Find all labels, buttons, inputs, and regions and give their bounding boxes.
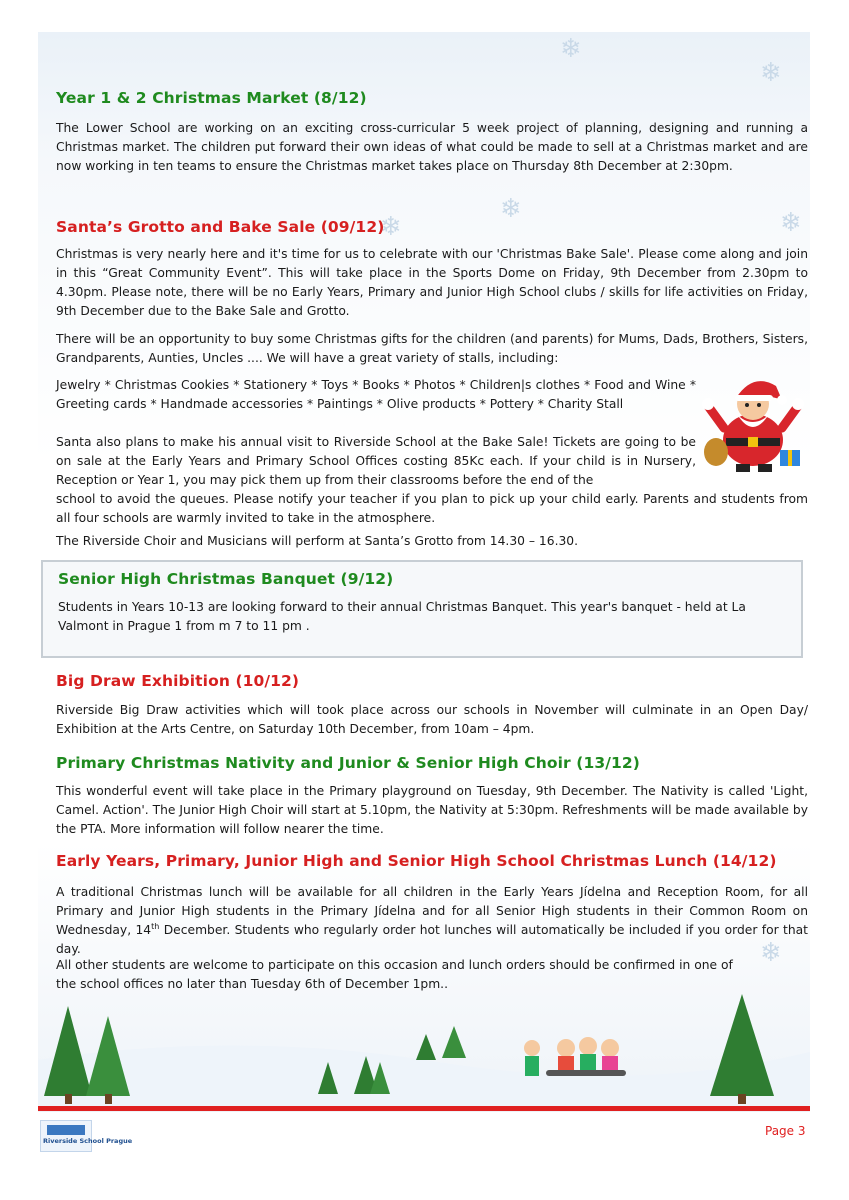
section-title-nativity: Primary Christmas Nativity and Junior & Senior High Choir (13/12) bbox=[56, 754, 640, 772]
snowflake-icon: ❄ bbox=[500, 194, 522, 224]
grotto-stalls-list: Jewelry * Christmas Cookies * Stationery * Toys * Books * Photos * Children|s clothes * Food and Wine * Greeting cards * Handmade accessories * Paintings * Olive products * Pottery * Charity Stall bbox=[56, 378, 696, 411]
section-body-nativity: This wonderful event will take place in the Primary playground on Tuesday, 9th December. The Nativity is called 'Light, Camel. Action'. The Junior High Choir will start at 5.10pm, the Nativity at 5:30pm. Refreshments will be made available by the PTA. More information will follow nearer the time. bbox=[56, 784, 808, 836]
children-on-sled-icon bbox=[524, 1037, 626, 1076]
footer-divider bbox=[38, 1106, 810, 1111]
school-logo bbox=[40, 1120, 133, 1152]
lunch-paragraph-1 bbox=[56, 883, 808, 959]
grotto-paragraph-5: The Riverside Choir and Musicians will perform at Santa’s Grotto from 14.30 – 16.30. bbox=[56, 534, 579, 548]
section-body-market: The Lower School are working on an exciting cross-curricular 5 week project of planning, designing and running a Christmas market. The children put forward their own ideas of what could be made to sell at a Christmas market and are now working in ten teams to ensure the Christmas market takes place on Thursday 8th December at 2:30pm. bbox=[56, 121, 808, 173]
grotto-paragraph-4b: school to avoid the queues. Please notify your teacher if you plan to pick up your child early. Parents and students from all four schools are warmly invited to take in the atmosphere. bbox=[56, 492, 808, 525]
winter-scene-illustration bbox=[38, 990, 810, 1106]
lunch-paragraph-2: All other students are welcome to participate on this occasion and lunch orders should be confirmed in one of the school offices no later than Tuesday 6th of December 1pm.. bbox=[56, 958, 733, 991]
logo-text: Riverside School Prague bbox=[43, 1137, 133, 1145]
ordinal-suffix: th bbox=[151, 921, 160, 931]
grotto-paragraph-1: Christmas is very nearly here and it's time for us to celebrate with our 'Christmas Bake Sale'. Please come along and join in this “Great Community Event”. This will take place in the Sports Dome on Friday, 9th December from 2.30pm to 4.30pm. Please note, there will be no Early Years, Primary and Junior High School clubs / skills for life activities on Friday, 9th December due to the Bake Sale and Grotto. bbox=[56, 247, 808, 318]
page-number: Page 3 bbox=[765, 1124, 806, 1138]
pine-tree-icon bbox=[416, 1034, 436, 1060]
logo-graphic bbox=[47, 1125, 85, 1135]
section-title-lunch: Early Years, Primary, Junior High and Senior High School Christmas Lunch (14/12) bbox=[56, 852, 777, 870]
pine-tree-icon bbox=[442, 1026, 466, 1058]
grotto-paragraph-4a: Santa also plans to make his annual visit to Riverside School at the Bake Sale! Tickets are going to be on sale at the Early Years and Primary School Offices costing 85Kc each. If your child is in Nursery, Reception or Year 1, you may pick them up from their classrooms before the end of the bbox=[56, 435, 696, 487]
section-body-banquet: Students in Years 10-13 are looking forward to their annual Christmas Banquet. This year's banquet - held at La Valmont in Prague 1 from m 7 to 11 pm . bbox=[58, 600, 746, 633]
snowflake-icon: ❄ bbox=[760, 938, 782, 968]
grotto-paragraph-2: There will be an opportunity to buy some Christmas gifts for the children (and parents) for Mums, Dads, Brothers, Sisters, Grandparents, Aunties, Uncles .... We will have a great variety of stalls, including: bbox=[56, 332, 808, 365]
pine-tree-icon bbox=[710, 994, 774, 1104]
lunch-text-a: A traditional Christmas lunch will be available for all children in the Early Years Jídelna and Reception Room, for all Primary and Junior High students in the Primary Jídelna and for all Senior High students in their Common Room on Wednesday, 14 bbox=[56, 885, 808, 937]
section-title-bigdraw: Big Draw Exhibition (10/12) bbox=[56, 672, 300, 690]
lunch-text-b: December. Students who regularly order hot lunches will automatically be included if you order for that day. bbox=[56, 923, 808, 956]
section-body-bigdraw: Riverside Big Draw activities which will took place across our schools in November will culminate in an Open Day/ Exhibition at the Arts Centre, on Saturday 10th December, from 10am – 4pm. bbox=[56, 703, 808, 736]
section-title-grotto: Santa’s Grotto and Bake Sale (09/12) bbox=[56, 218, 385, 236]
section-title-banquet: Senior High Christmas Banquet (9/12) bbox=[58, 570, 394, 588]
snowflake-icon: ❄ bbox=[780, 208, 802, 238]
snowflake-icon: ❄ bbox=[560, 34, 582, 64]
santa-illustration bbox=[702, 370, 804, 474]
snowflake-icon: ❄ bbox=[380, 212, 402, 242]
snowflake-icon: ❄ bbox=[760, 58, 782, 88]
section-title-market: Year 1 & 2 Christmas Market (8/12) bbox=[56, 89, 367, 107]
